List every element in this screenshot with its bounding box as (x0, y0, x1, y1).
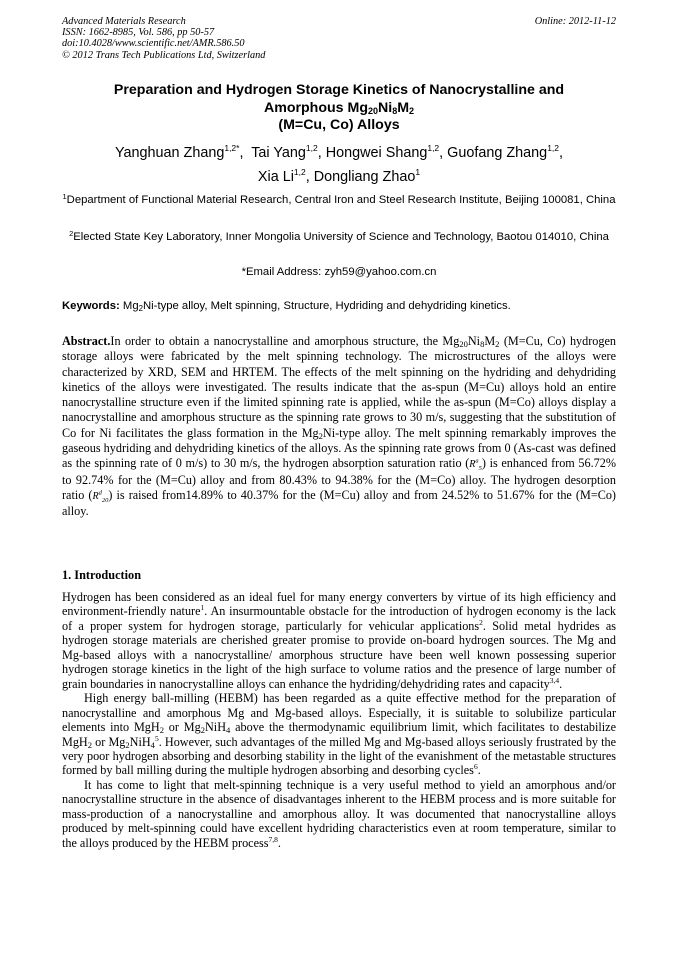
section-heading: 1. Introduction (62, 568, 142, 582)
doi-line: doi:10.4028/www.scientific.net/AMR.586.50 (62, 38, 245, 50)
introduction-body (62, 590, 616, 850)
author-name: Guofang Zhang (447, 145, 548, 161)
paragraph-1: Hydrogen has been considered as an ideal fuel for many energy converters by virtue of its high efficiency and environment-friendly nature$^1$. An insurmountable obstacle for the introduction of hydrogen economy is the lack of a proper system for hydrogen storage, particularly for vehicular applications$^2$. Solid metal hydrides as hydrogen storage materials are cherished greater promise to provide on-board hydrogen sources. The Mg and Mg-based alloys with a nanocrystalline/ amorphous structure have been well known possessing superior hydrogen storage kinetics in the light of the high surface to volume ratios and the presence of large number of grain boundaries in nanocrystalline alloys can enhance the hydriding/dehydriding rates and capacity$^{3,4}$. (62, 590, 616, 691)
paragraph-2: High energy ball-milling (HEBM) has been regarded as a quite effective method for the preparation of nanocrystalline and amorphous Mg and Mg-based alloys. Especially, it is suitable to solubilize particular elements into MgH$_2$ or $Mg_2NiH_4$ above the thermodynamic equilibrium limit, which facilitates to destabilize MgH$_2$ or $Mg_2NiH_4^5$. However, such advantages of the milled Mg and Mg-based alloys seriously frustrated by the very poor hydrogen absorbing and desorbing stability in the light of the evanishment of the metastable structures formed by ball milling during the multiple hydrogen absorbing and desorbing cycles$^6$. (62, 691, 616, 778)
journal-name: Advanced Materials Research (62, 16, 186, 27)
author-line-2: Xia Li$^{1,2}$, Dongliang Zhao$^1$ (257, 167, 421, 185)
title-line-2: Amorphous $Mg_{20}Ni_8M_2$ (263, 99, 415, 116)
abstract: Abstract.In order to obtain a nanocrystalline and amorphous structure, the $Mg_{20}Ni_8M_2$ (M=Cu, Co) hydrogen storage alloys were fabricated by the melt spinning technology. The microstructures of the alloys were characterized by XRD, SEM and HRTEM. The effects of the melt spinning on the hydriding and dehydriding kinetics of the alloys were investigated. The results indicate that the as-spun (M=Cu) alloys hold an entire nanocrystalline structure even if the limited spinning rate is applied, while the as-spun (M=Co) alloys display a nanocrystalline and amorphous structure as the spinning rate grows to 30 m/s, suggesting that the substitution of Co for Ni facilitates the glass formation in the $Mg_2Ni$-type alloy. The melt spinning remarkably improves the gaseous hydriding and dehydriding kinetics of the alloys. As the spinning rate grows from 0 (As-cast was defined as the spinning rate of 0 m/s) to 30 m/s, the hydrogen absorption saturation ratio $(R^a_5)$ is enhanced from 56.72% to 92.74% for the (M=Cu) alloy and from 80.43% to 94.38% for the (M=Co) alloy. The hydrogen desorption ratio $(R^d_{20})$ is raised from14.89% to 40.37% for the (M=Cu) alloy and from 24.52% to 51.67% for the (M=Co) alloy. (62, 334, 617, 519)
abstract-label: Abstract. (62, 334, 111, 348)
author-line-1: Yanghuan Zhang$^{1,2*}$, Tai Yang$^{1,2}$, Hongwei Shang$^{1,2}$, Guofang Zhang$^{1,2}$, (114, 143, 564, 161)
author-name: Xia Li (257, 169, 294, 185)
title-line-3: (M=Cu, Co) Alloys (278, 117, 400, 133)
author-name: Dongliang Zhao (313, 169, 416, 185)
email-address: *Email Address: zyh59@yahoo.com.cn (241, 266, 437, 278)
affiliation-1: $^1$Department of Functional Material Research, Central Iron and Steel Research Institute, Beijing 100081, China (62, 192, 616, 206)
author-name: Yanghuan Zhang (114, 145, 225, 161)
online-date: Online: 2012-11-12 (534, 16, 616, 27)
title-line-1: Preparation and Hydrogen Storage Kinetics of Nanocrystalline and (113, 82, 565, 98)
copyright-line: © 2012 Trans Tech Publications Ltd, Switzerland (62, 49, 266, 61)
keywords: Keywords: $Mg_2Ni$-type alloy, Melt spinning, Structure, Hydriding and dehydriding kinetics. (62, 300, 511, 313)
affiliation-2: $^2$Elected State Key Laboratory, Inner Mongolia University of Science and Technology, Baotou 014010, China (69, 229, 609, 243)
absorption-ratio-symbol: $R^a_5$ (469, 458, 482, 473)
issn-line: ISSN: 1662-8985, Vol. 586, pp 50-57 (62, 27, 215, 39)
paragraph-3: It has come to light that melt-spinning technique is a very useful method to yield an amorphous and/or nanocrystalline structure in the absence of disadvantages inherent to the HEBM process and is more suitable for mass-production of a nanocrystalline and amorphous alloy. It was documented that nanocrystalline alloys produced by melt-spinning could have excellent hydriding characteristics even at room temperature, similar to the alloys produced by the HEBM process$^{7,8}$. (62, 777, 616, 850)
author-name: Hongwei Shang (325, 145, 428, 161)
paper-title (62, 82, 616, 135)
author-name: Tai Yang (251, 145, 306, 161)
author-list (62, 141, 616, 189)
desorption-ratio-symbol: $R^d_{20}$ (92, 489, 109, 504)
journal-header (62, 16, 265, 61)
keywords-label: Keywords: (62, 300, 120, 312)
